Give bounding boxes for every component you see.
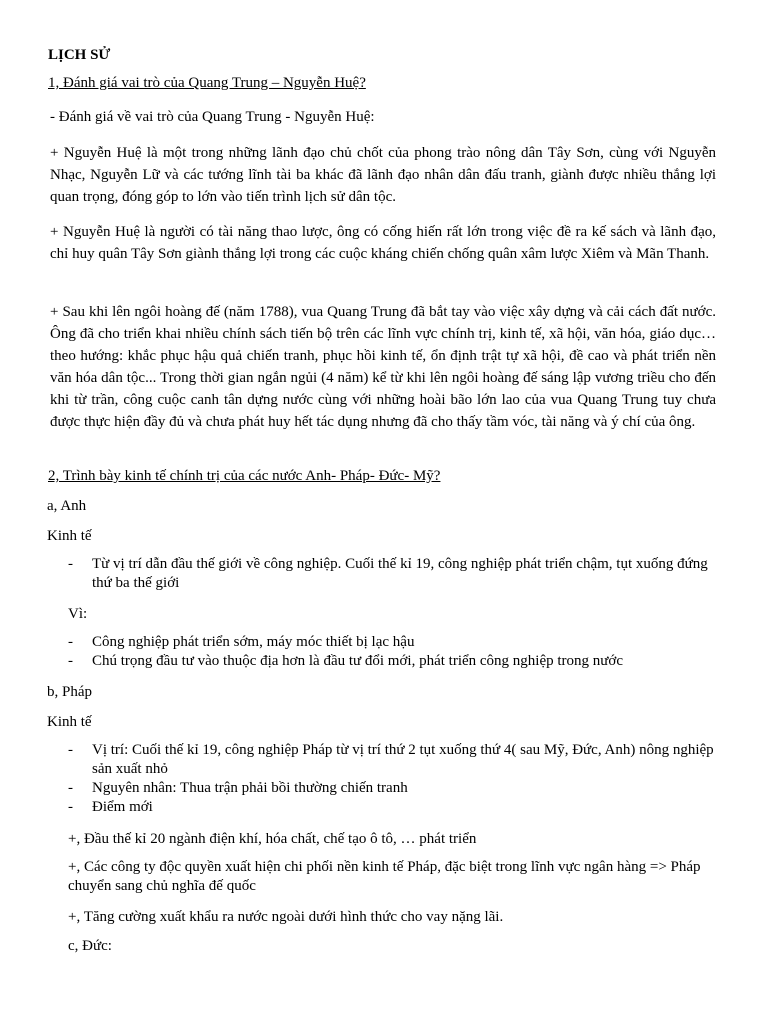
question-1-heading: 1, Đánh giá vai trò của Quang Trung – Nguyễn Huệ? xyxy=(48,75,366,91)
list-item xyxy=(68,779,716,798)
question-2-heading: 2, Trình bày kinh tế chính trị của các nước Anh- Pháp- Đức- Mỹ? xyxy=(48,468,441,484)
france-new-point: +, Các công ty độc quyền xuất hiện chi phối nền kinh tế Pháp, đặc biệt trong lĩnh vực ngân hàng => Pháp chuyển sang chủ nghĩa đế quốc xyxy=(68,859,701,894)
question-1-paragraph: + Sau khi lên ngôi hoàng đế (năm 1788), vua Quang Trung đã bắt tay vào việc xây dựng và cải cách đất nước. Ông đã cho triển khai nhiều chính sách tiến bộ trên các lĩnh vực chính trị, kinh tế, xã hội, văn hóa, giáo dục… theo hướng: khắc phục hậu quả chiến tranh, phục hồi kinh tế, ổn định trật tự xã hội, đề cao và phát triển nền văn hóa dân tộc... Trong thời gian ngắn ngủi (4 năm) kể từ khi lên ngôi hoàng đế sáng lập vương triều cho đến khi từ trần, công cuộc canh tân dựng nước cùng với những hoài bão lớn lao của vua Quang Trung tuy chưa được thực hiện đầy đủ và chưa phát huy hết tác dụng nhưng đã cho thấy tầm vóc, tài năng và ý chí của ông. xyxy=(50,304,716,430)
question-1-intro: - Đánh giá về vai trò của Quang Trung - Nguyễn Huệ: xyxy=(50,109,375,125)
reason-label-england: Vì: xyxy=(68,606,88,622)
question-1-paragraph: + Nguyễn Huệ là người có tài năng thao lược, ông có cống hiến rất lớn trong việc đề ra kế sách và lãnh đạo, chỉ huy quân Tây Sơn giành thắng lợi trong các cuộc kháng chiến chống quân xâm lược Xiêm và Mãn Thanh. xyxy=(50,224,716,262)
economy-label-france: Kinh tế xyxy=(47,714,92,730)
country-label-france: b, Pháp xyxy=(47,684,92,700)
question-1-paragraph: + Nguyễn Huệ là một trong những lãnh đạo chủ chốt của phong trào nông dân Tây Sơn, cùng với Nguyễn Nhạc, Nguyễn Lữ và các tướng lĩnh tài ba khác đã lãnh đạo nhân dân đấu tranh, giành được nhiều thắng lợi quan trọng, đóng góp to lớn vào tiến trình lịch sử dân tộc. xyxy=(50,145,716,205)
bullet-dash: - xyxy=(68,742,73,758)
country-label-england: a, Anh xyxy=(47,498,87,514)
bullet-dash: - xyxy=(68,634,73,650)
england-reasons-list xyxy=(68,633,716,671)
england-economy-list xyxy=(68,555,716,593)
list-item xyxy=(68,633,716,652)
list-item xyxy=(68,741,716,779)
france-new-point: +, Tăng cường xuất khẩu ra nước ngoài dưới hình thức cho vay nặng lãi. xyxy=(68,909,504,925)
list-item-text: Nguyên nhân: Thua trận phải bồi thường chiến tranh xyxy=(92,780,408,796)
list-item xyxy=(68,652,716,671)
bullet-dash: - xyxy=(68,799,73,815)
list-item xyxy=(68,555,716,593)
list-item-text: Điểm mới xyxy=(92,799,153,815)
country-label-germany: c, Đức: xyxy=(68,938,112,954)
bullet-dash: - xyxy=(68,780,73,796)
list-item-text: Từ vị trí dẫn đầu thế giới về công nghiệp. Cuối thế kỉ 19, công nghiệp phát triển chậm, tụt xuống đứng thứ ba thế giới xyxy=(92,556,708,591)
bullet-dash: - xyxy=(68,556,73,572)
france-economy-list xyxy=(68,741,716,817)
france-new-point: +, Đầu thế kỉ 20 ngành điện khí, hóa chất, chế tạo ô tô, … phát triển xyxy=(68,831,477,847)
document-title: LỊCH SỬ xyxy=(48,47,111,63)
list-item-text: Vị trí: Cuối thế kỉ 19, công nghiệp Pháp từ vị trí thứ 2 tụt xuống thứ 4( sau Mỹ, Đức, Anh) nông nghiệp sản xuất nhỏ xyxy=(92,742,714,777)
list-item xyxy=(68,798,716,817)
bullet-dash: - xyxy=(68,653,73,669)
list-item-text: Công nghiệp phát triển sớm, máy móc thiết bị lạc hậu xyxy=(92,634,415,650)
list-item-text: Chú trọng đầu tư vào thuộc địa hơn là đầu tư đổi mới, phát triển công nghiệp trong nước xyxy=(92,653,624,669)
economy-label-england: Kinh tế xyxy=(47,528,92,544)
